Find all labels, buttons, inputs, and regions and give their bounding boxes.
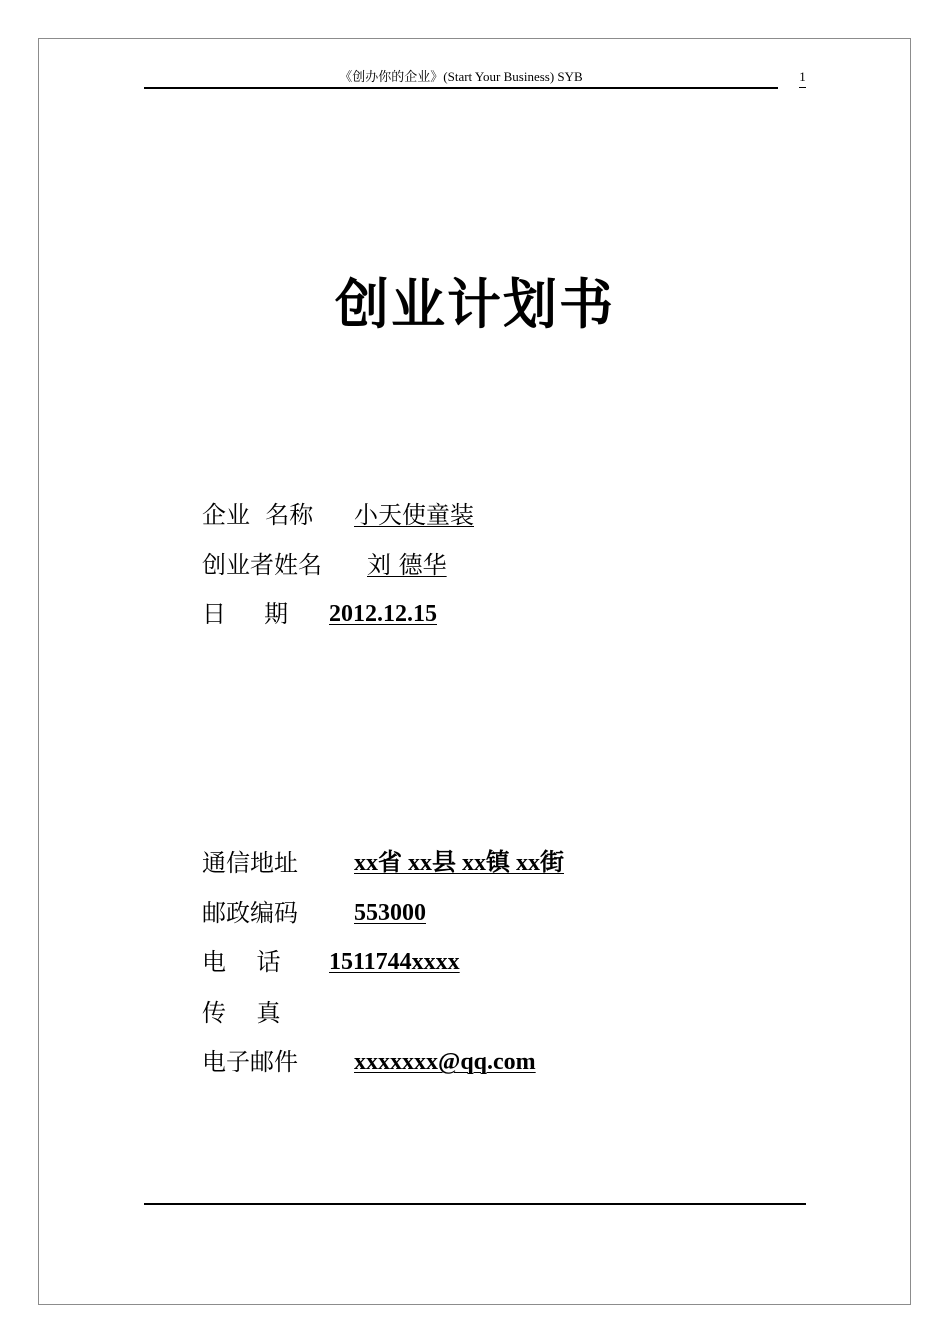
running-header: 《创办你的企业》(Start Your Business) SYB <box>339 69 583 84</box>
postal-code-label: 邮政编码 <box>202 899 298 927</box>
footer-rule <box>144 1203 806 1205</box>
page-number: 1 <box>799 69 806 84</box>
document-title: 创业计划书 <box>335 273 615 336</box>
founder-value: 刘 德华 <box>367 551 447 579</box>
phone-label: 电 话 <box>202 948 281 976</box>
founder-label: 创业者姓名 <box>202 551 322 579</box>
fax-label: 传 真 <box>202 999 281 1027</box>
header-rule <box>144 87 778 89</box>
date-label: 日 期 <box>202 600 289 628</box>
page-number-rule <box>799 87 806 88</box>
postal-code-value: 553000 <box>354 900 426 926</box>
page-border <box>38 38 911 1305</box>
email-label: 电子邮件 <box>202 1048 298 1076</box>
company-name-label: 企业 名称 <box>202 501 314 529</box>
address-label: 通信地址 <box>202 849 298 877</box>
date-value: 2012.12.15 <box>329 601 437 627</box>
company-name-value: 小天使童装 <box>354 501 474 529</box>
phone-value: 1511744xxxx <box>329 949 460 975</box>
address-value: xx省 xx县 xx镇 xx街 <box>354 850 564 876</box>
email-value: xxxxxxx@qq.com <box>354 1049 536 1075</box>
